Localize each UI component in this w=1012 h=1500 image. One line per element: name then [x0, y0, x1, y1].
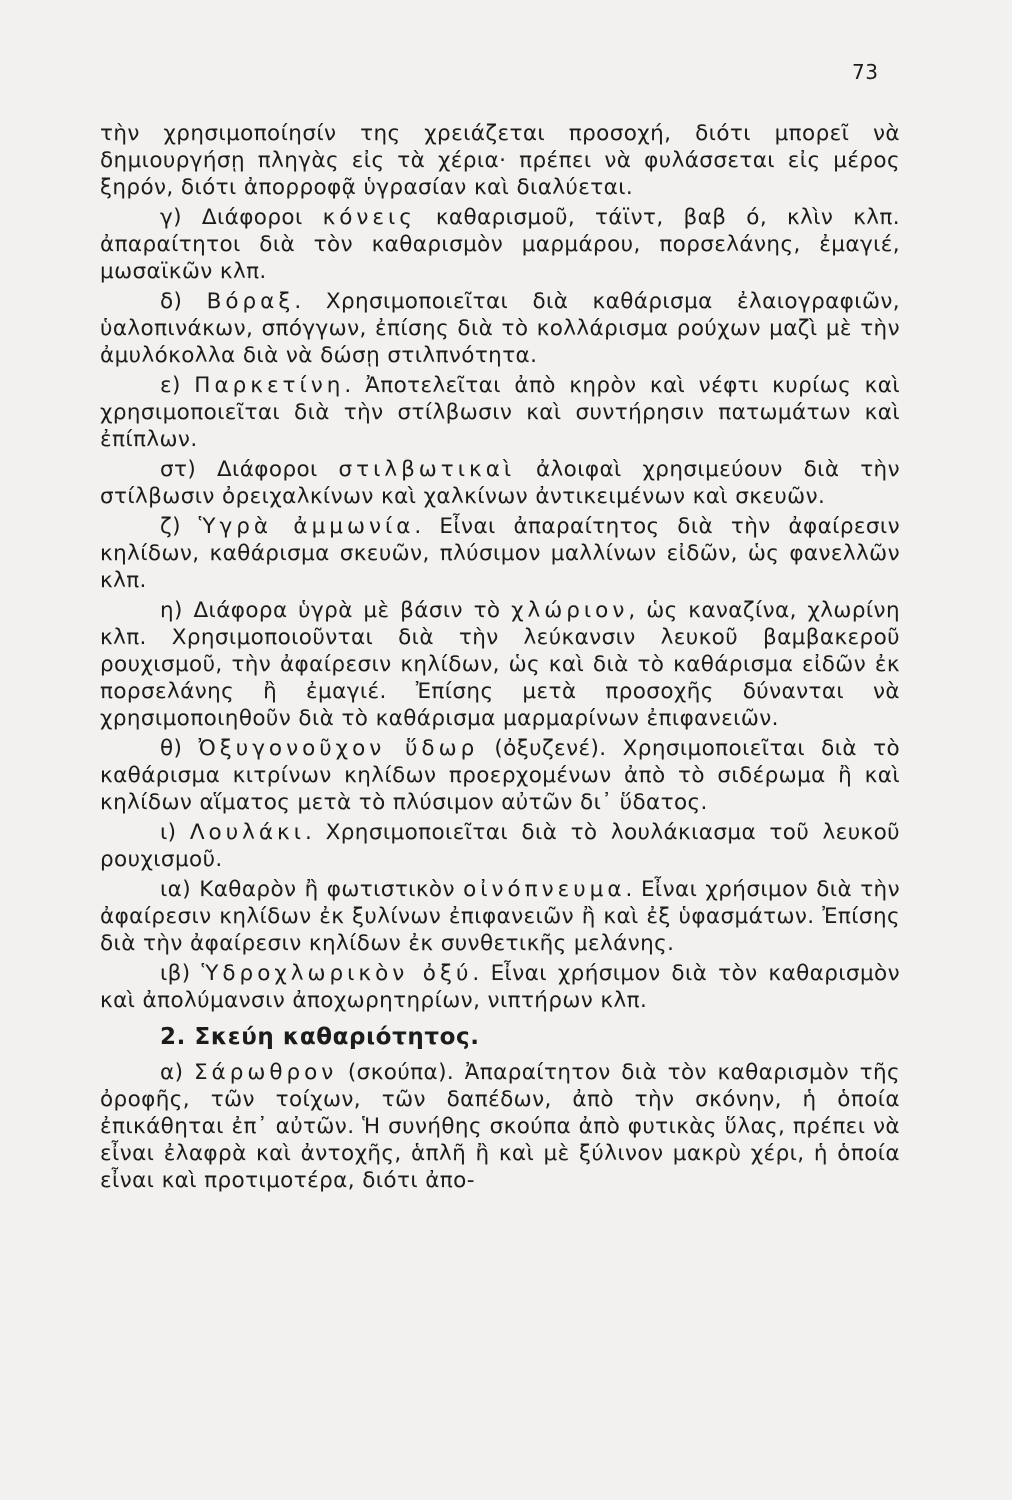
text-run: . Εἶναι ἀπαραίτητος διὰ τὴν ἀφαίρεσιν κηλίδων, καθάρισμα σκευῶν, πλύσιμον μαλλίνων εἰδῶν, ὡς φανελλῶν κλπ.: [100, 514, 900, 593]
spaced-term: κόνεις: [322, 205, 416, 230]
paragraph: [100, 372, 900, 453]
text-run: . Εἶναι χρήσιμον διὰ τὴν ἀφαίρεσιν κηλίδων ἐκ ξυλίνων ἐπιφανειῶν ἢ καὶ ἐξ ὑφασμάτων. Ἐπίσης διὰ τὴν ἀφαίρεσιν κηλίδων ἐκ συνθετικῆς μελάνης.: [100, 877, 900, 956]
text-run: . Ἀποτελεῖται ἀπὸ κηρὸν καὶ νέφτι κυρίως καὶ χρησιμοποιεῖται διὰ τὴν στίλβωσιν καὶ συντήρησιν πατωμάτων καὶ ἐπίπλων.: [100, 373, 900, 452]
text-run: , ὡς καναζίνα, χλωρίνη κλπ. Χρησιμοποιοῦνται διὰ τὴν λεύκανσιν λευκοῦ βαμβακεροῦ ρουχισμοῦ, τὴν ἀφαίρεσιν κηλίδων, ὡς καὶ διὰ τὸ καθάρισμα εἰδῶν ἐκ πορσελάνης ἢ ἐμαγιέ. Ἐπίσης μετὰ προσοχῆς δύνανται νὰ χρησιμοποιηθοῦν διὰ τὸ καθάρισμα μαρμαρίνων ἐπιφανειῶν.: [100, 598, 900, 731]
paragraph: [100, 735, 900, 816]
text-run: . Χρησιμοποιεῖται διὰ τὸ λουλάκιασμα τοῦ λευκοῦ ρουχισμοῦ.: [100, 820, 900, 872]
text-run: τὴν χρησιμοποίησίν της χρειάζεται προσοχή, διότι μπορεῖ νὰ δημιουργήσῃ πληγὰς εἰς τὰ χέρια· πρέπει νὰ φυλάσσεται εἰς μέρος ξηρόν, διότι ἀπορροφᾷ ὑγρασίαν καὶ διαλύεται.: [100, 121, 900, 200]
spaced-term: Σάρωθρον: [193, 1060, 338, 1085]
text-run: ια) Καθαρὸν ἢ φωτιστικὸν: [160, 877, 464, 902]
paragraph: [100, 1059, 900, 1194]
spaced-term: Παρκετίνη: [194, 373, 345, 398]
text-run: (ὀξυζενέ). Χρησιμοποιεῖται διὰ τὸ καθάρισμα κιτρίνων κηλίδων προερχομένων ἀπὸ τὸ σιδέρωμα ἢ καὶ κηλίδων αἵματος μετὰ τὸ πλύσιμον αὐτῶν δι᾿ ὕδατος.: [100, 736, 900, 815]
paragraph: [100, 819, 900, 873]
spaced-term: Βόραξ: [206, 289, 295, 314]
spaced-term: χλώριον: [511, 598, 629, 623]
spaced-term: Ὑδροχλωρικὸν ὀξύ: [201, 961, 473, 986]
spaced-term: στιλβωτικαὶ: [338, 457, 516, 482]
text-body: [100, 120, 900, 1197]
text-run: γ) Διάφοροι: [160, 205, 323, 230]
spaced-term: Λουλάκι: [189, 820, 305, 845]
text-run: θ): [160, 736, 199, 761]
spaced-term: Ὀξυγονοῦχον ὕδωρ: [198, 736, 479, 761]
text-run: (σκούπα). Ἀπαραίτητον διὰ τὸν καθαρισμὸν τῆς ὀροφῆς, τῶν τοίχων, τῶν δαπέδων, ἀπὸ τὴν σκόνην, ἡ ὁποία ἐπικάθηται ἐπ᾿ αὐτῶν. Ἡ συνήθης σκούπα ἀπὸ φυτικὰς ὕλας, πρέπει νὰ εἶναι ἐλαφρὰ καὶ ἀντοχῆς, ἁπλῆ ἢ καὶ μὲ ξύλινον μακρὺ χέρι, ἡ ὁποία εἶναι καὶ προτιμοτέρα, διότι ἀπο-: [100, 1060, 900, 1193]
paragraph: [100, 513, 900, 594]
page-number: 73: [852, 60, 879, 84]
text-run: καθαρισμοῦ, τάϊντ, βαβ ό, κλὶν κλπ. ἀπαραίτητοι διὰ τὸν καθαρισμὸν μαρμάρου, πορσελάνης, ἐμαγιέ, μωσαϊκῶν κλπ.: [100, 205, 900, 284]
text-run: . Εἶναι χρήσιμον διὰ τὸν καθαρισμὸν καὶ ἀπολύμανσιν ἀποχωρητηρίων, νιπτήρων κλπ.: [100, 961, 900, 1013]
text-run: . Χρησιμοποιεῖται διὰ καθάρισμα ἐλαιογραφιῶν, ὑαλοπινάκων, σπόγγων, ἐπίσης διὰ τὸ κολλάρισμα ρούχων μαζὶ μὲ τὴν ἀμυλόκολλα διὰ νὰ δώσῃ στιλπνότητα.: [100, 289, 900, 368]
text-run: στ) Διάφοροι: [160, 457, 339, 482]
paragraphs-after-heading: [100, 1059, 900, 1194]
text-run: ἀλοιφαὶ χρησιμεύουν διὰ τὴν στίλβωσιν ὀρειχαλκίνων καὶ χαλκίνων ἀντικειμένων καὶ σκευῶν.: [100, 457, 900, 509]
paragraph: [100, 120, 900, 201]
paragraph: [100, 960, 900, 1014]
paragraphs-before-heading: [100, 120, 900, 1014]
text-run: ι): [160, 820, 190, 845]
paragraph: [100, 876, 900, 957]
text-run: δ): [160, 289, 207, 314]
paragraph: [100, 204, 900, 285]
text-run: ε): [160, 373, 195, 398]
section-heading: 2. Σκεύη καθαριότητος.: [160, 1024, 480, 1050]
text-run: ιβ): [160, 961, 202, 986]
paragraph: [100, 456, 900, 510]
paragraph: [100, 597, 900, 732]
text-run: ζ): [160, 514, 199, 539]
spaced-term: Ὑγρὰ ἀμμωνία: [198, 514, 415, 539]
text-run: η) Διάφορα ὑγρὰ μὲ βάσιν τὸ: [160, 598, 512, 623]
spaced-term: οἰνόπνευμα: [463, 877, 626, 902]
paragraph: [100, 288, 900, 369]
text-run: α): [160, 1060, 194, 1085]
